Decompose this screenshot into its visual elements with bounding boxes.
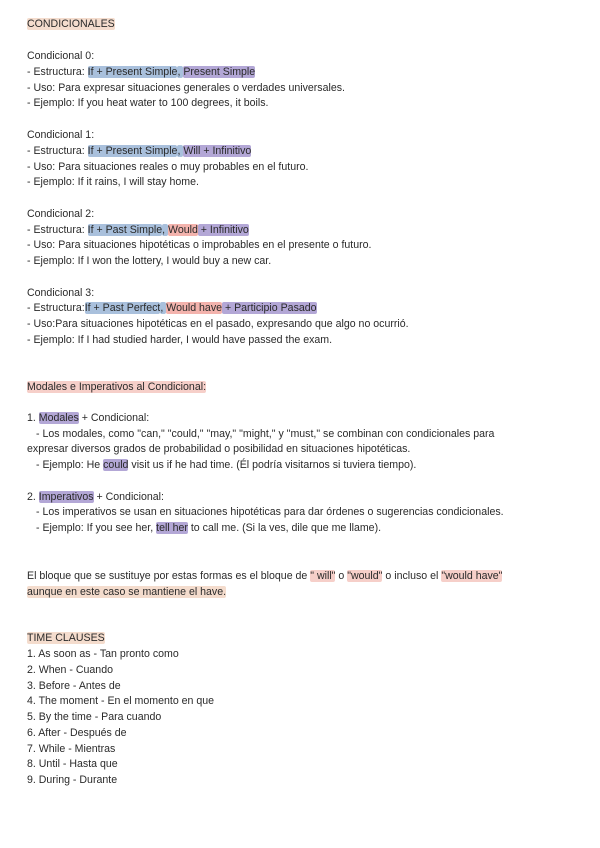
page-title-text: CONDICIONALES bbox=[27, 18, 115, 30]
time-clause-item: 5. By the time - Para cuando bbox=[27, 711, 162, 723]
ejemplo-post: visit us if he had time. (Él podría visitarnos si tuviera tiempo). bbox=[128, 459, 417, 471]
modales-keyword: Modales bbox=[38, 412, 79, 424]
cond3-heading: Condicional 3: bbox=[27, 287, 95, 299]
ejemplo-pre: - Ejemplo: He bbox=[36, 459, 104, 471]
imperativos-item bbox=[27, 490, 164, 504]
estructura-label: - Estructura: bbox=[27, 145, 88, 157]
cond1-main-clause: Will + Infinitivo bbox=[183, 145, 252, 157]
cond2-would: Would bbox=[168, 224, 198, 236]
item-number: 2. bbox=[27, 491, 39, 503]
time-clause-item: 4. The moment - En el momento en que bbox=[27, 695, 215, 707]
separator: , bbox=[162, 224, 169, 236]
bloque-note-line-2 bbox=[27, 585, 226, 599]
estructura-label: - Estructura: bbox=[27, 224, 88, 236]
separator: , bbox=[177, 145, 184, 157]
time-clause-item: 2. When - Cuando bbox=[27, 664, 113, 676]
bloque-note-line-1 bbox=[27, 569, 502, 583]
cond0-estructura bbox=[27, 65, 255, 79]
cond2-uso: - Uso: Para situaciones hipotéticas o improbables en el presente o futuro. bbox=[27, 239, 372, 251]
modales-desc-1: - Los modales, como "can," "could," "may," "might," y "must," se combinan con condicionales para bbox=[36, 428, 495, 440]
bloque-o: o bbox=[335, 570, 348, 582]
estructura-label: - Estructura: bbox=[27, 302, 85, 314]
modales-section-title-text: Modales e Imperativos al Condicional: bbox=[27, 381, 207, 393]
ejemplo-pre: - Ejemplo: If you see her, bbox=[36, 522, 157, 534]
cond1-uso: - Uso: Para situaciones reales o muy probables en el futuro. bbox=[27, 161, 309, 173]
modales-desc-2: expresar diversos grados de probabilidad o posibilidad en situaciones hipotéticas. bbox=[27, 443, 411, 455]
cond3-uso: - Uso:Para situaciones hipotéticas en el pasado, expresando que algo no ocurrió. bbox=[27, 318, 409, 330]
bloque-would: "would" bbox=[347, 570, 383, 582]
time-clauses-title bbox=[27, 631, 105, 645]
cond2-heading: Condicional 2: bbox=[27, 208, 95, 220]
imperativos-ejemplo bbox=[36, 521, 381, 535]
time-clause-item: 1. As soon as - Tan pronto como bbox=[27, 648, 179, 660]
cond0-ejemplo: - Ejemplo: If you heat water to 100 degrees, it boils. bbox=[27, 97, 269, 109]
cond0-if-clause: If + Present Simple bbox=[87, 66, 178, 78]
bloque-pre: El bloque que se sustituye por estas formas es el bloque de bbox=[27, 570, 311, 582]
modales-ejemplo bbox=[36, 458, 416, 472]
bloque-note-line-2-text: aunque en este caso se mantiene el have. bbox=[27, 586, 227, 598]
cond1-if-clause: If + Present Simple bbox=[87, 145, 178, 157]
cond2-estructura bbox=[27, 223, 249, 237]
time-clause-item: 9. During - Durante bbox=[27, 774, 118, 786]
cond2-if-clause: If + Past Simple bbox=[87, 224, 163, 236]
imperativos-desc: - Los imperativos se usan en situaciones hipotéticas para dar órdenes o sugerencias condicionales. bbox=[36, 506, 504, 518]
separator: , bbox=[177, 66, 184, 78]
cond0-heading: Condicional 0: bbox=[27, 50, 95, 62]
cond3-if-clause: If + Past Perfect bbox=[84, 302, 161, 314]
cond1-estructura bbox=[27, 144, 251, 158]
cond0-main-clause: Present Simple bbox=[183, 66, 256, 78]
time-clause-item: 8. Until - Hasta que bbox=[27, 758, 118, 770]
imperativos-keyword: Imperativos bbox=[38, 491, 94, 503]
cond2-infinitivo: + Infinitivo bbox=[197, 224, 249, 236]
imperativos-ejemplo-tell-her: tell her bbox=[156, 522, 188, 534]
cond3-ejemplo: - Ejemplo: If I had studied harder, I would have passed the exam. bbox=[27, 334, 333, 346]
cond1-ejemplo: - Ejemplo: If it rains, I will stay home. bbox=[27, 176, 199, 188]
cond2-ejemplo: - Ejemplo: If I won the lottery, I would buy a new car. bbox=[27, 255, 272, 267]
time-clause-item: 6. After - Después de bbox=[27, 727, 127, 739]
item-number: 1. bbox=[27, 412, 39, 424]
cond3-participio: + Participio Pasado bbox=[222, 302, 317, 314]
bloque-o-incluso: o incluso el bbox=[382, 570, 442, 582]
cond3-estructura bbox=[27, 301, 317, 315]
modales-section-title bbox=[27, 380, 206, 394]
bloque-will: " will" bbox=[310, 570, 336, 582]
time-clauses-title-text: TIME CLAUSES bbox=[27, 632, 105, 644]
modales-ejemplo-could: could bbox=[103, 459, 129, 471]
item-rest: + Condicional: bbox=[78, 412, 150, 424]
modales-item bbox=[27, 411, 149, 425]
ejemplo-post: to call me. (Si la ves, dile que me llame). bbox=[187, 522, 382, 534]
estructura-label: - Estructura: bbox=[27, 66, 88, 78]
time-clause-item: 7. While - Mientras bbox=[27, 743, 116, 755]
cond3-would-have: Would have bbox=[166, 302, 223, 314]
item-rest: + Condicional: bbox=[93, 491, 164, 503]
cond0-uso: - Uso: Para expresar situaciones generales o verdades universales. bbox=[27, 82, 345, 94]
cond1-heading: Condicional 1: bbox=[27, 129, 95, 141]
page-title bbox=[27, 17, 115, 31]
time-clause-item: 3. Before - Antes de bbox=[27, 680, 121, 692]
separator: , bbox=[160, 302, 167, 314]
bloque-would-have: "would have" bbox=[441, 570, 503, 582]
